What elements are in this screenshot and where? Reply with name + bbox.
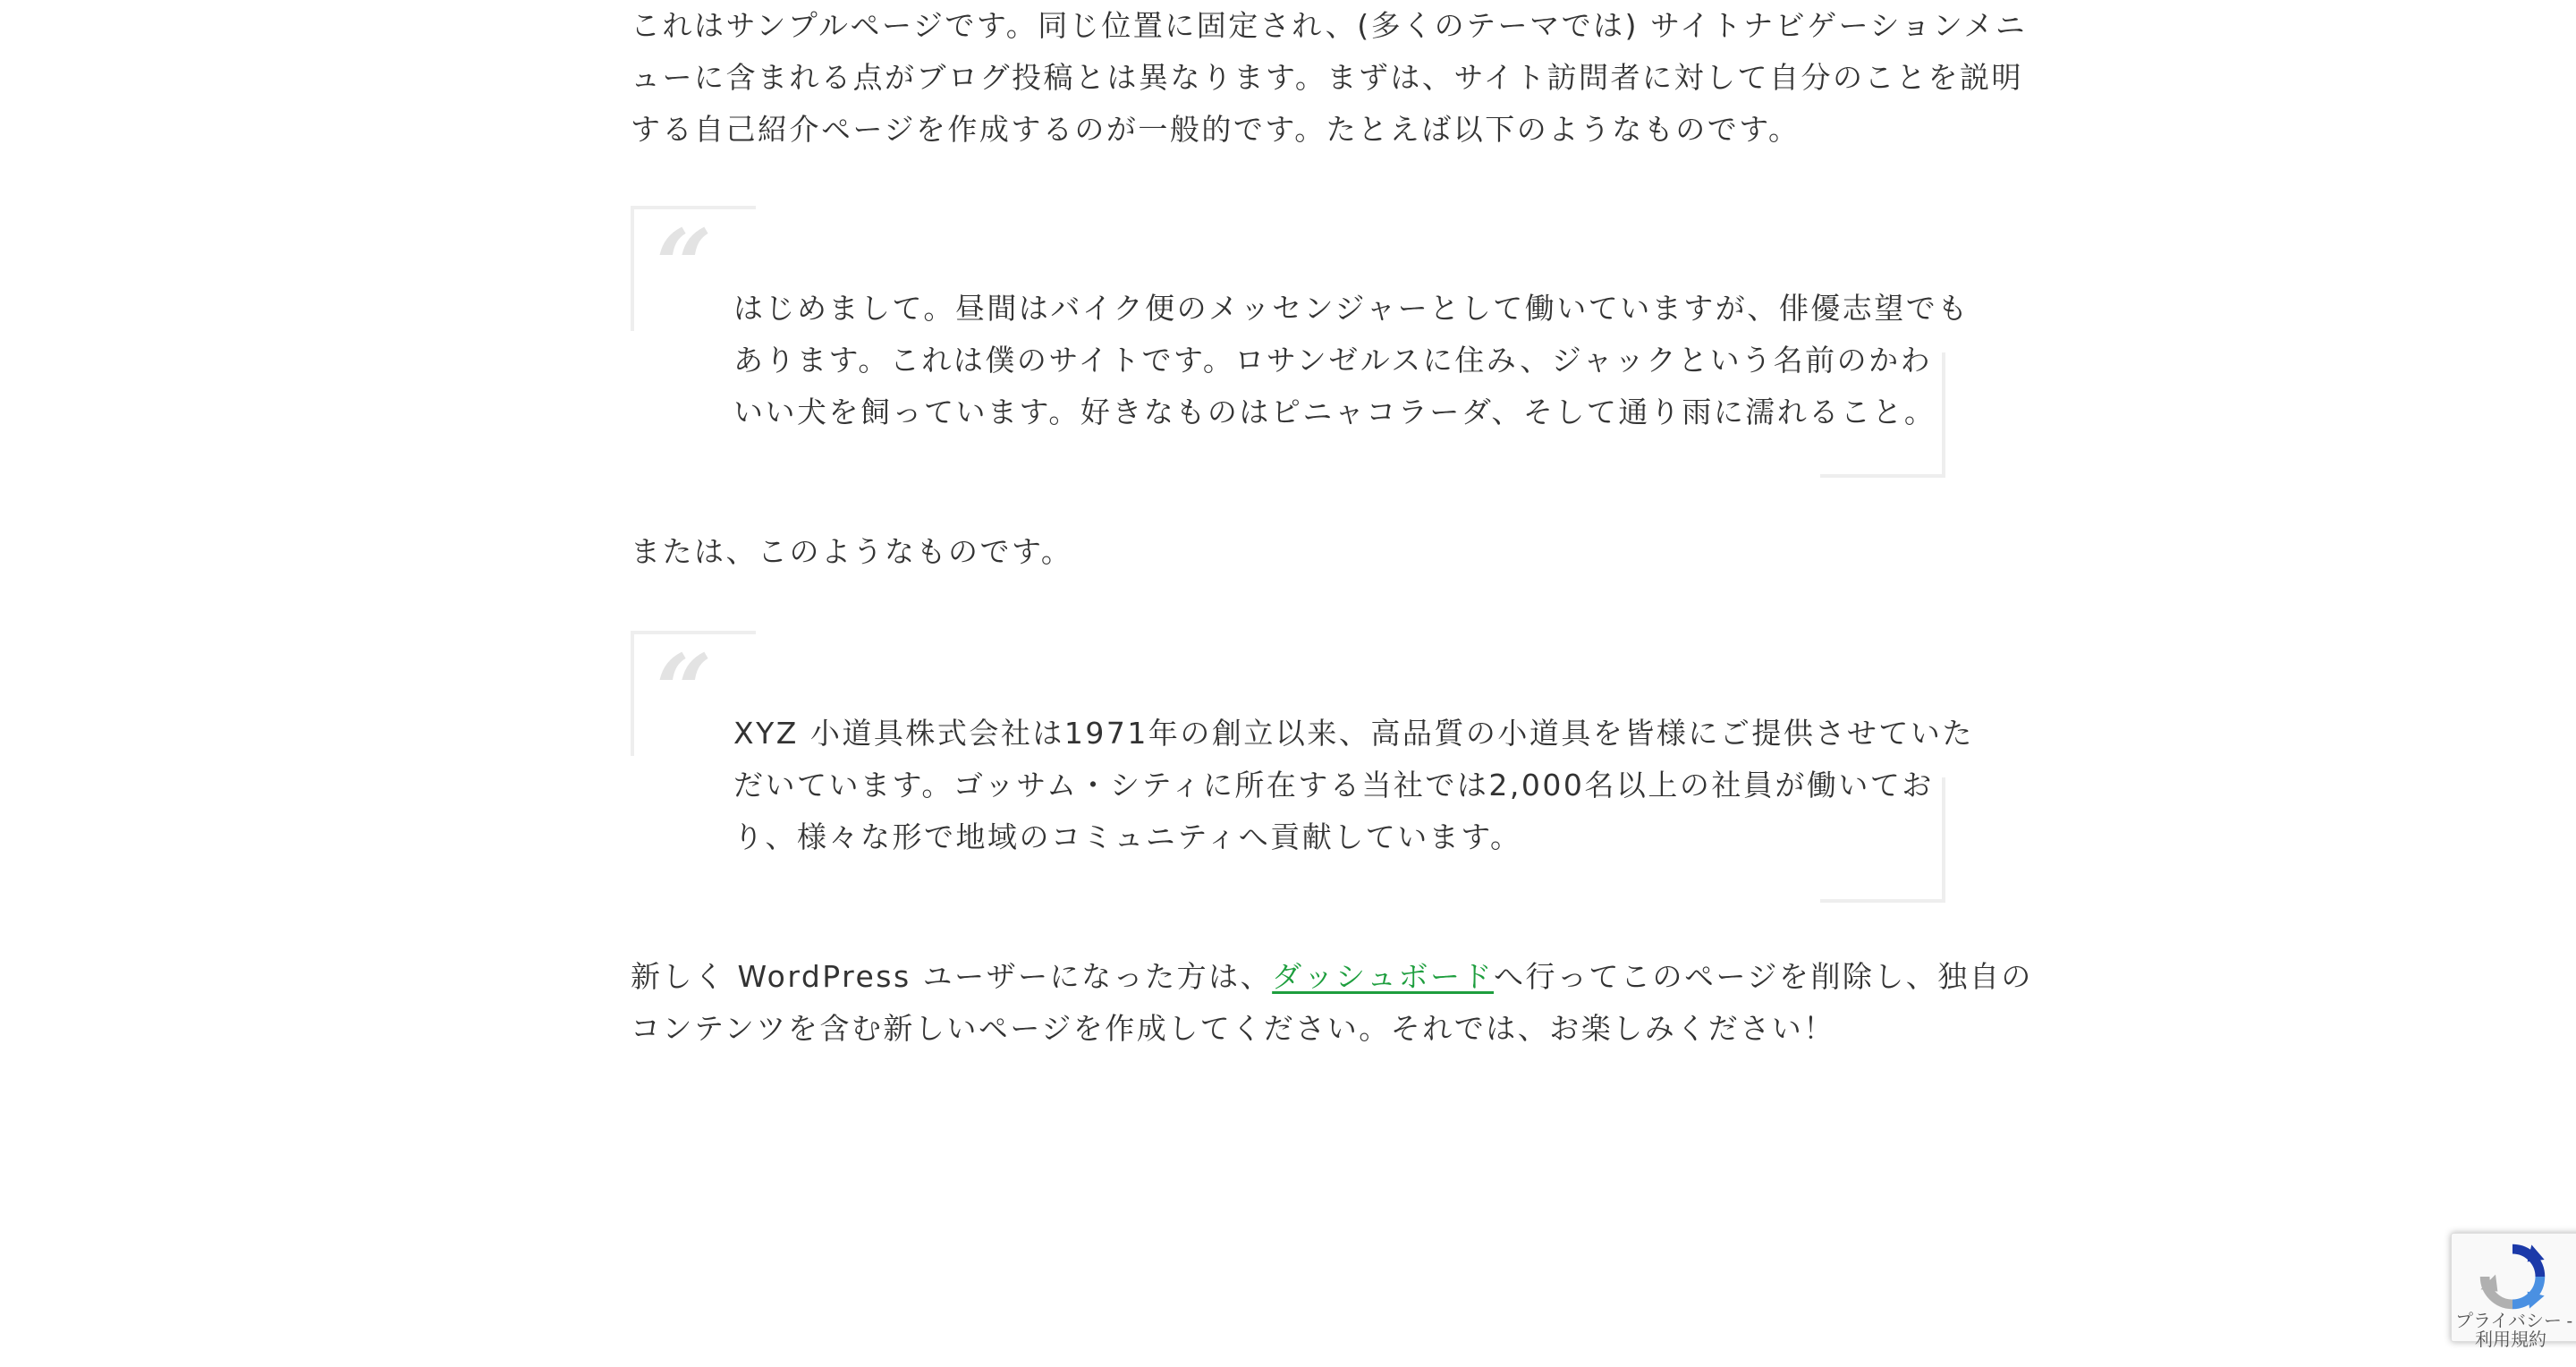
blockquote-xyz-company bbox=[631, 631, 1974, 903]
intro-line: これはサンプルページです。同じ位置に固定され、(多くのテーマでは) サイトナビゲーションメニ bbox=[631, 8, 2028, 43]
recaptcha-badge[interactable] bbox=[2451, 1233, 2576, 1350]
quote-mark-icon: “ bbox=[656, 633, 713, 748]
final-paragraph bbox=[631, 951, 2033, 1055]
final-text-before-link: 新しく WordPress ユーザーになった方は、 bbox=[631, 959, 1273, 994]
blockquote-bike-messenger bbox=[631, 206, 1970, 478]
quote-line: あります。これは僕のサイトです。ロサンゼルスに住み、ジャックという名前のかわ bbox=[733, 343, 1933, 378]
dashboard-link[interactable]: ダッシュボード bbox=[1272, 959, 1494, 994]
quote-line: いい犬を飼っています。好きなものはピニャコラーダ、そして通り雨に濡れること。 bbox=[733, 395, 1936, 429]
intro-paragraph bbox=[631, 0, 2027, 156]
recaptcha-icon bbox=[2479, 1243, 2546, 1311]
quote-text bbox=[733, 708, 1974, 863]
intro-line: する自己紹介ページを作成するのが一般的です。たとえば以下のようなものです。 bbox=[631, 112, 1801, 147]
or-paragraph: または、このようなものです。 bbox=[631, 534, 1073, 569]
quote-line: だいています。ゴッサム・シティに所在する当社では2,000名以上の社員が働いてお bbox=[733, 768, 1934, 802]
quote-line: XYZ 小道具株式会社は1971年の創立以来、高品質の小道具を皆様にご提供させていた bbox=[733, 716, 1974, 751]
final-text-after-link: へ行ってこのページを削除し、独自の bbox=[1494, 959, 2033, 994]
recaptcha-terms-link[interactable]: 利用規約 bbox=[2475, 1330, 2546, 1350]
recaptcha-privacy-link[interactable]: プライバシー - bbox=[2455, 1312, 2573, 1331]
quote-line: はじめまして。昼間はバイク便のメッセンジャーとして働いていますが、俳優志望でも bbox=[733, 291, 1970, 326]
quote-text bbox=[733, 283, 1970, 438]
quote-mark-icon: “ bbox=[656, 208, 713, 323]
intro-line: ューに含まれる点がブログ投稿とは異なります。まずは、サイト訪問者に対して自分のことを説明 bbox=[631, 60, 2024, 95]
final-line-2: コンテンツを含む新しいページを作成してください。それでは、お楽しみください！ bbox=[631, 1011, 1835, 1046]
quote-line: り、様々な形で地域のコミュニティへ貢献しています。 bbox=[733, 819, 1522, 854]
recaptcha-links bbox=[2455, 1312, 2572, 1350]
